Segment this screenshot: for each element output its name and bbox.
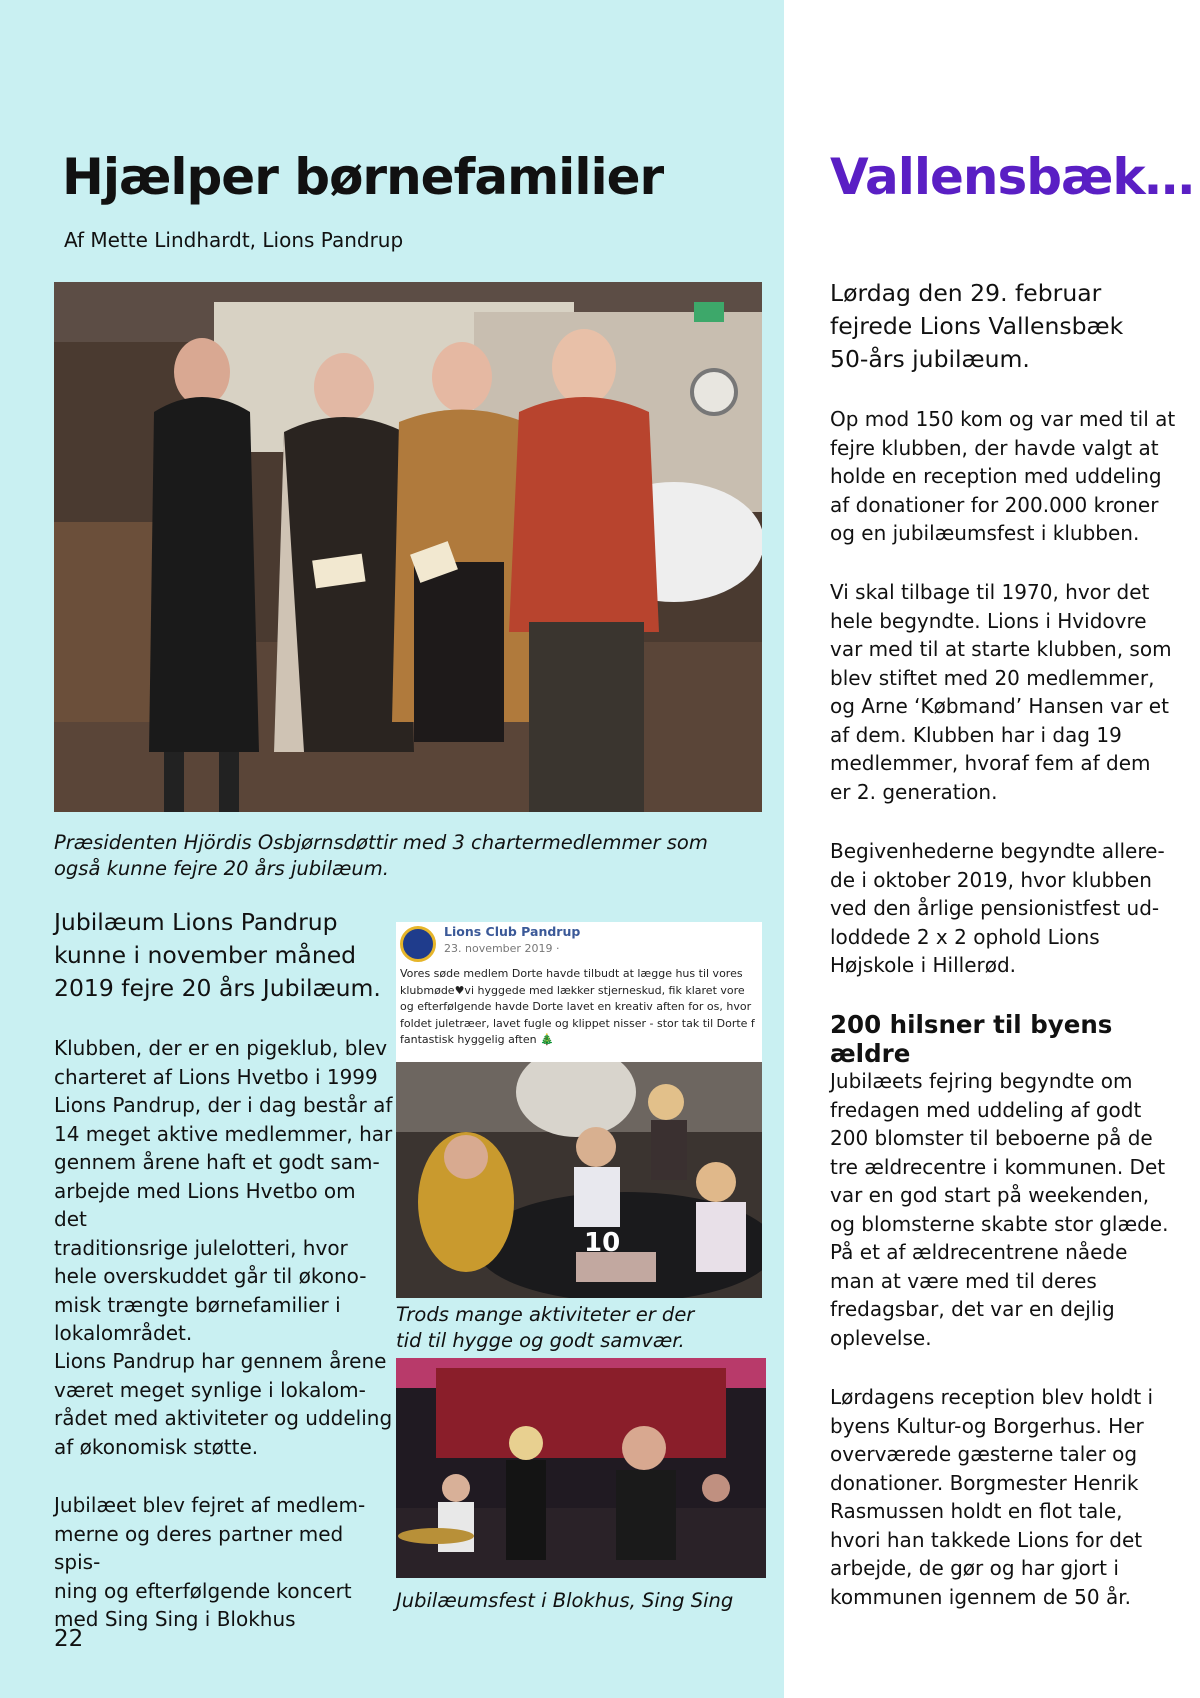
right-paragraph-1: Op mod 150 kom og var med til at fejre klubben, der havde valgt at holde en reception med uddeling af donationer for 200.000 kroner og en jubilæumsfest i klubben.: [830, 407, 1176, 545]
photo-caption-charter: Præsidenten Hjördis Osbjørnsdøttir med 3 chartermedlemmer som også kunne fejre 20 års jubilæum.: [54, 831, 708, 880]
byline: Af Mette Lindhardt, Lions Pandrup: [64, 228, 404, 252]
fb-post-date: 23. november 2019 ·: [444, 942, 560, 955]
fb-post-author: Lions Club Pandrup: [444, 924, 581, 939]
page-number: 22: [54, 1626, 84, 1652]
photo-sing-sing-concert: [396, 1358, 766, 1578]
photo-overlay-number: 10: [584, 1228, 621, 1258]
right-paragraph-2: Vi skal tilbage til 1970, hvor det hele begyndte. Lions i Hvidovre var med til at starte klubben, som blev stiftet med 20 medlemmer, og Arne ‘Købmand’ Hansen var et af dem. Klubben har i dag 19 medlemmer, hvoraf fem af dem er 2. generation.: [830, 580, 1172, 804]
left-paragraph-2: Lions Pandrup har gennem årene været meget synlige i lokalom- rådet med aktiviteter og uddeling af økonomisk støtte.: [54, 1349, 393, 1459]
fb-post-text: Vores søde medlem Dorte havde tilbudt at lægge hus til vores klubmøde♥vi hyggede med lækker stjerneskud, fik klaret vore og efterfølgende havde Dorte lavet en kreativ aften for os, hvor foldet juletræer, lavet fugle og klippet nisser - stor tak til Dorte f fantastisk hyggelig aften 🎄: [400, 967, 755, 1046]
photo-charter-members: [54, 282, 762, 812]
right-paragraph-3: Begivenhederne begyndte allere- de i oktober 2019, hvor klubben ved den årlige pensionistfest ud- loddede 2 x 2 ophold Lions Højskole i Hillerød.: [830, 839, 1165, 977]
lions-logo-icon: [400, 926, 436, 962]
right-lead: Lørdag den 29. februar fejrede Lions Vallensbæk 50-års jubilæum.: [830, 279, 1124, 373]
photo-caption-concert: Jubilæumsfest i Blokhus, Sing Sing: [396, 1589, 734, 1612]
photo-caption-meeting: Trods mange aktiviteter er der tid til hygge og godt samvær.: [396, 1303, 695, 1352]
article-title-right: Vallensbæk…: [830, 148, 1194, 206]
facebook-post-screenshot: [396, 922, 762, 1062]
right-paragraph-4: Jubilæets fejring begyndte om fredagen med uddeling af godt 200 blomster til beboerne på de tre ældrecentre i kommunen. Det var en god start på weekenden, og blomsterne skabte stor glæde. På et af ældrecentrene nåede man at være med til deres fredagsbar, det var en dejlig oplevelse.: [830, 1069, 1169, 1350]
left-paragraph-1: Klubben, der er en pigeklub, blev charteret af Lions Hvetbo i 1999 Lions Pandrup, der i dag består af 14 meget aktive medlemmer, har gennem årene haft et godt sam- arbejde med Lions Hvetbo om det traditionsrige julelotteri, hvor hele overskuddet går til økono- misk trængte børnefamilier i lokalområdet.: [54, 1036, 393, 1345]
article-title-left: Hjælper børnefamilier: [62, 148, 664, 206]
right-paragraph-5: Lørdagens reception blev holdt i byens Kultur-og Borgerhus. Her overværede gæsterne taler og donationer. Borgmester Henrik Rasmussen holdt en flot tale, hvori han takkede Lions for det arbejde, de gør og har gjort i kommunen igennem de 50 år.: [830, 1385, 1154, 1609]
left-paragraph-3: Jubilæet blev fejret af medlem- merne og deres partner med spis- ning og efterfølgende koncert med Sing Sing i Blokhus: [54, 1493, 366, 1631]
photo-club-meeting: [396, 1062, 762, 1298]
left-lead: Jubilæum Lions Pandrup kunne i november måned 2019 fejre 20 års Jubilæum.: [54, 908, 381, 1002]
right-subheading: 200 hilsner til byens ældre: [830, 1010, 1113, 1068]
